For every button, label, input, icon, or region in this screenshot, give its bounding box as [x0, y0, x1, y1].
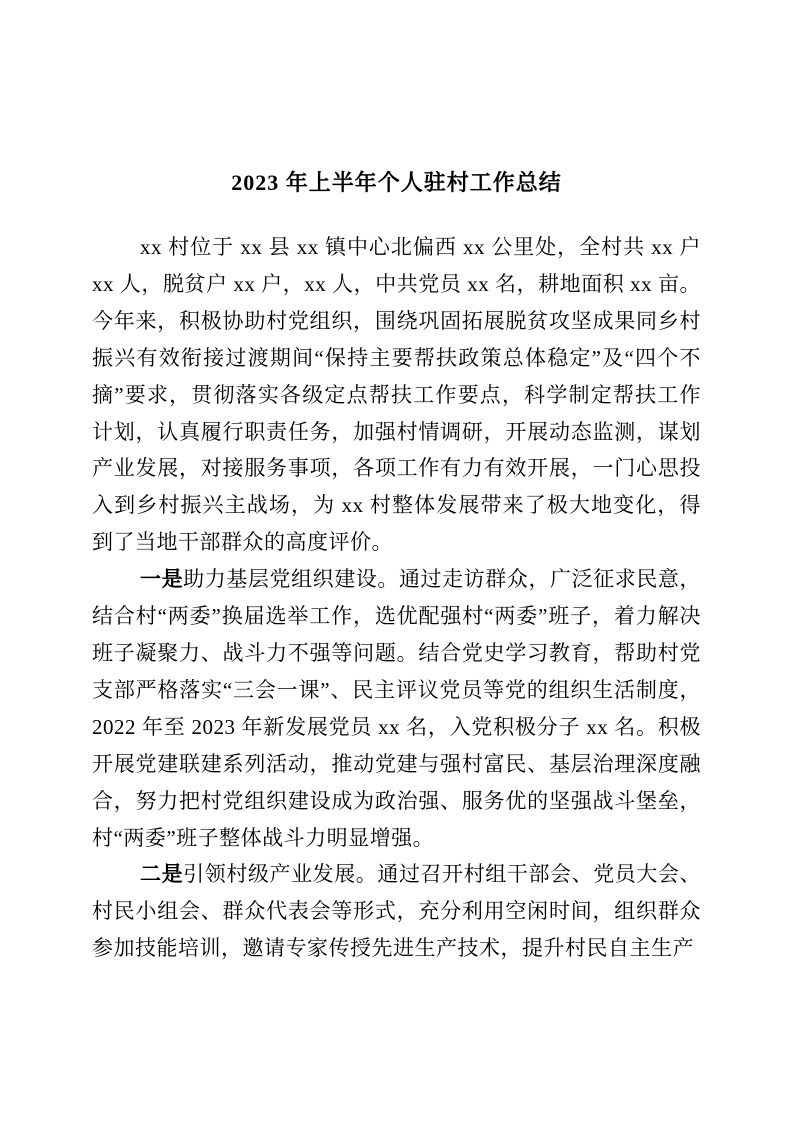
document-body: [92, 229, 701, 967]
bold-run: 二是: [140, 862, 184, 887]
text-run: 引领村级产业发展。通过召开村组干部会、党员大会、村民小组会、群众代表会等形式，充分利用空闲时间，组织群众参加技能培训，邀请专家传授先进生产技术，提升村民自主生产: [92, 862, 702, 961]
paragraph: [92, 856, 701, 967]
paragraph: [92, 229, 701, 561]
document-title: 2023 年上半年个人驻村工作总结: [231, 170, 562, 195]
text-run: xx 村位于 xx 县 xx 镇中心北偏西 xx 公里处，全村共 xx 户 xx 人，脱贫户 xx 户，xx 人，中共党员 xx 名，耕地面积 xx 亩。今年来，积极协助村党组织，围绕巩固拓展脱贫攻坚成果同乡村振兴有效衔接过渡期间“保持主要帮扶政策总体稳定”及“四个不摘”要求，贯彻落实各级定点帮扶工作要点，科学制定帮扶工作计划，认真履行职责任务，加强村情调研，开展动态监测，谋划产业发展，对接服务事项，各项工作有力有效开展，一门心思投入到乡村振兴主战场，为 xx 村整体发展带来了极大地变化，得到了当地干部群众的高度评价。: [92, 235, 701, 555]
paragraph: [92, 561, 701, 856]
bold-run: 一是: [140, 567, 184, 592]
text-run: 助力基层党组织建设。通过走访群众，广泛征求民意，结合村“两委”换届选举工作，选优配强村“两委”班子，着力解决班子凝聚力、战斗力不强等问题。结合党史学习教育，帮助村党支部严格落实“三会一课”、民主评议党员等党的组织生活制度，2022 年至 2023 年新发展党员 xx 名，入党积极分子 xx 名。积极开展党建联建系列活动，推动党建与强村富民、基层治理深度融合，努力把村党组织建设成为政治强、服务优的坚强战斗堡垒，村“两委”班子整体战斗力明显增强。: [92, 567, 702, 850]
